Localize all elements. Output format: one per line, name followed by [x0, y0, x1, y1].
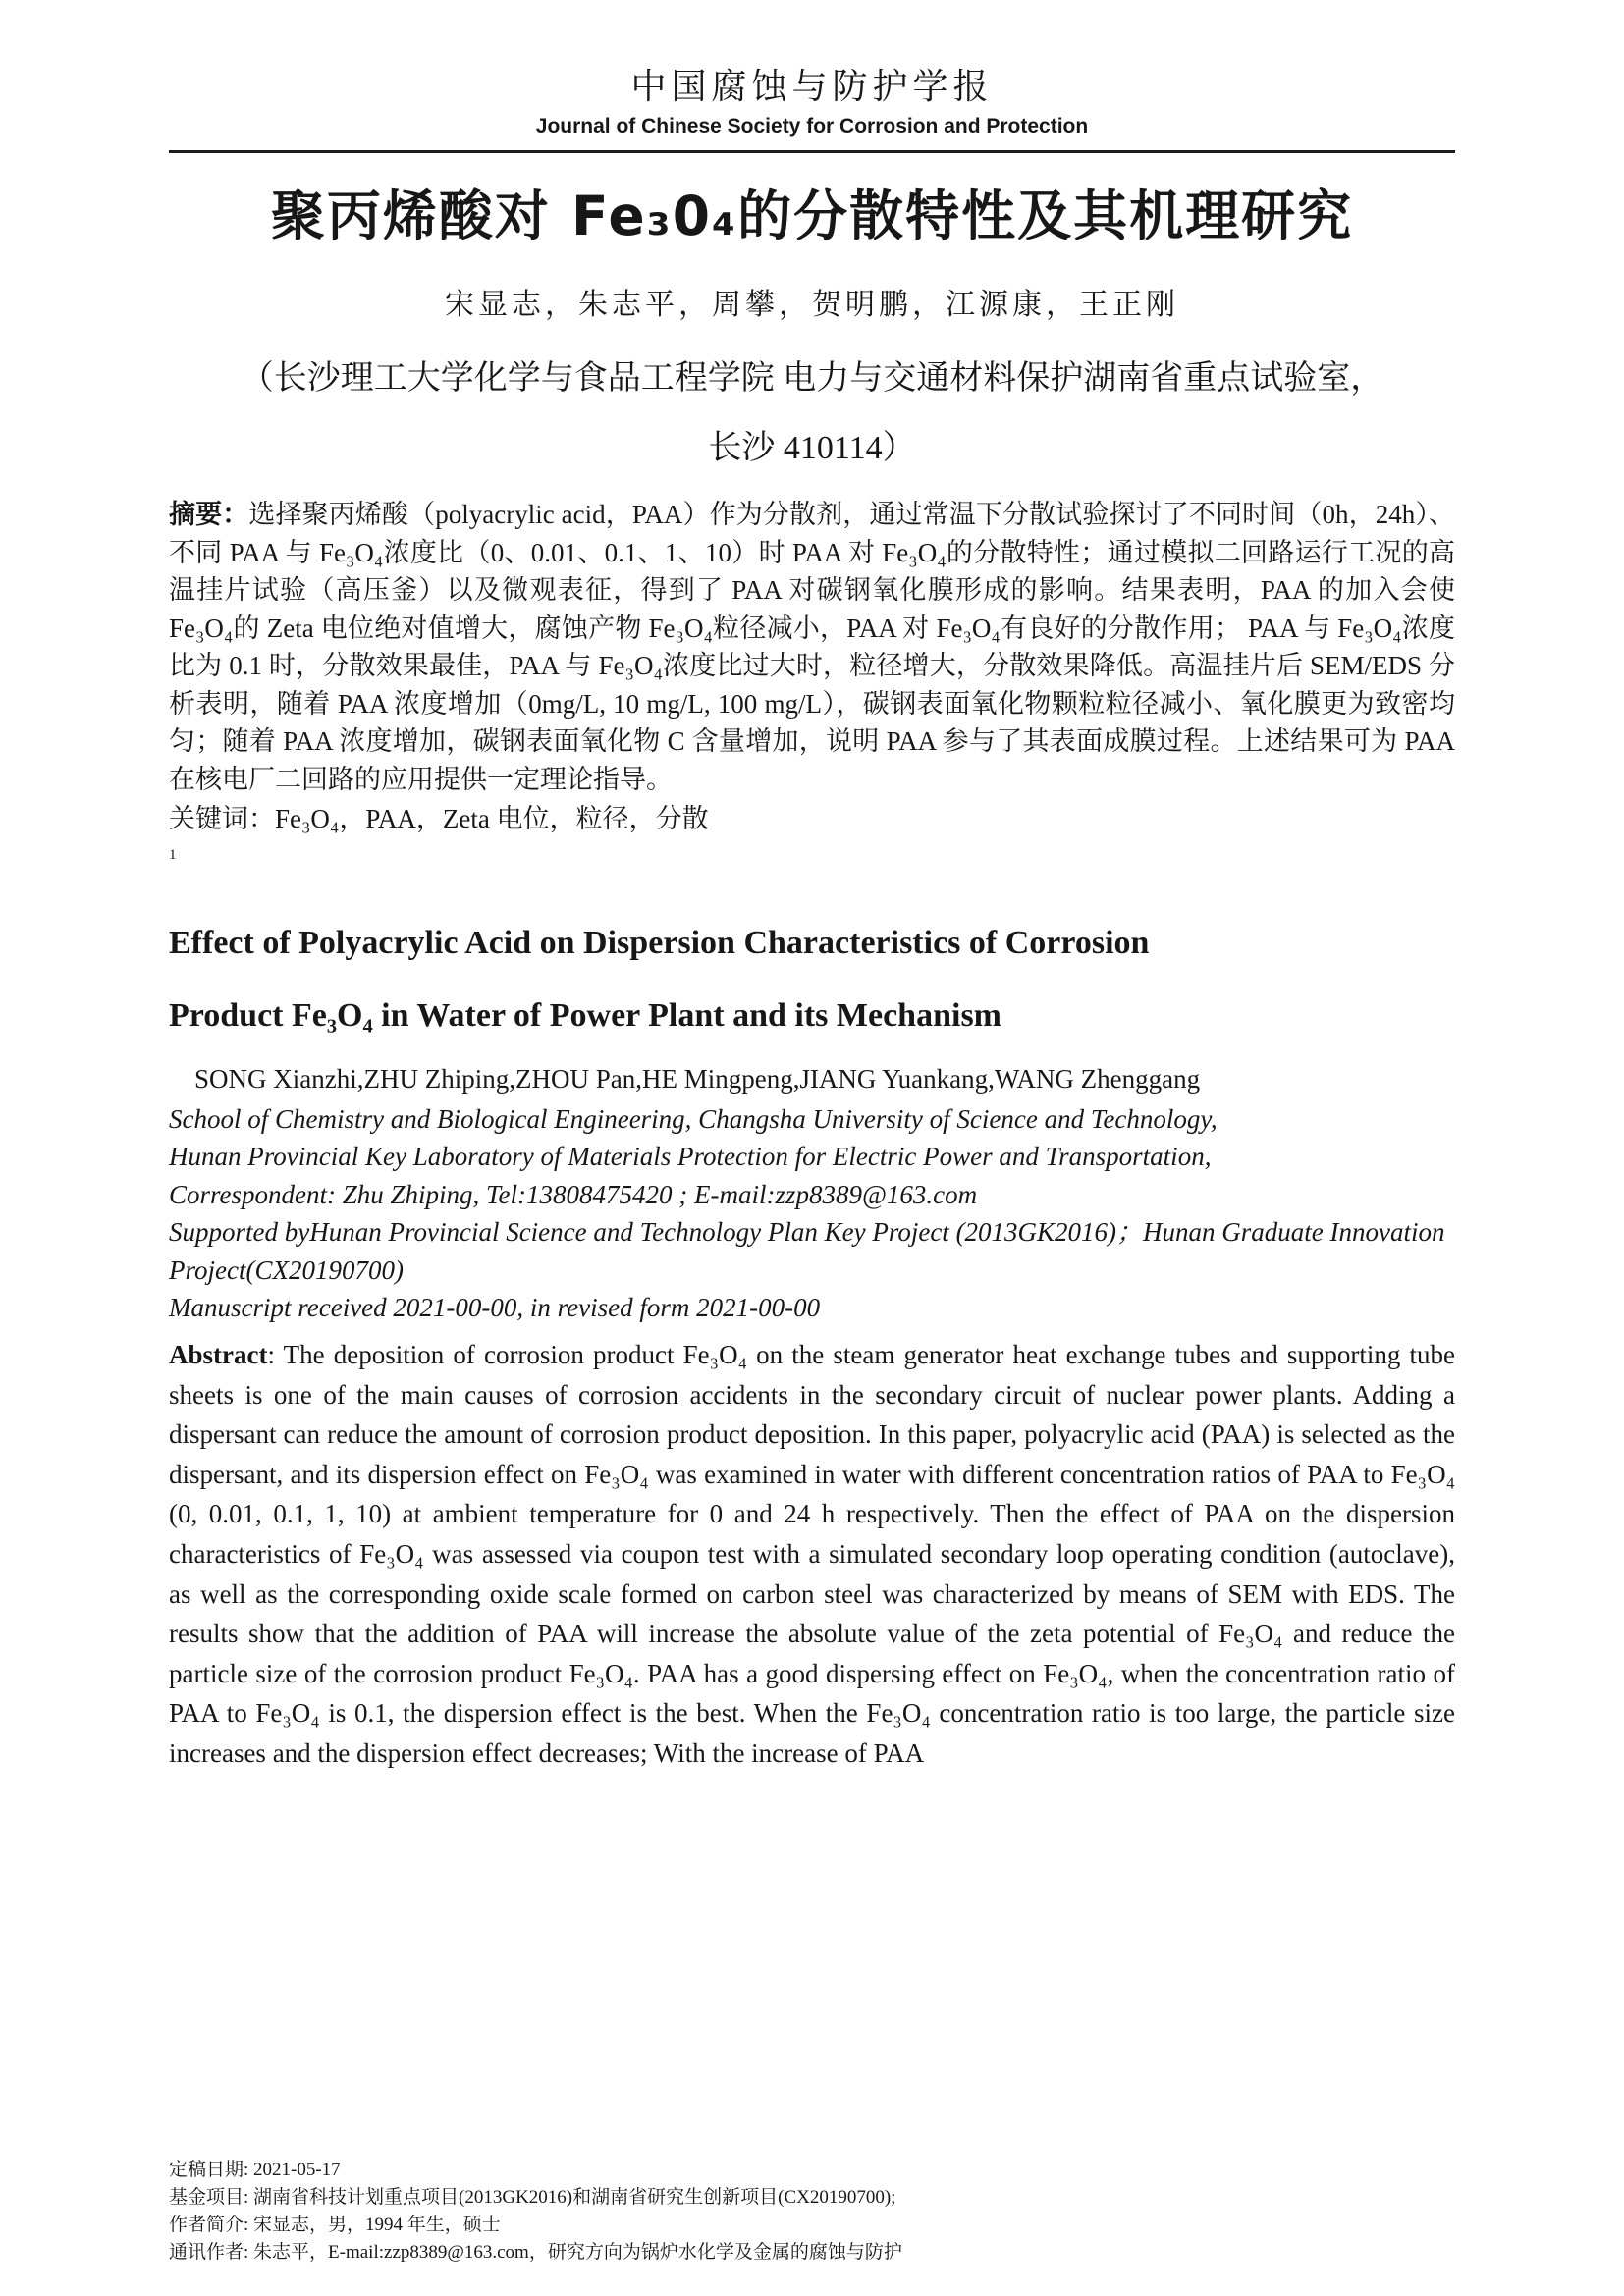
affiliation-en-line2: Hunan Provincial Key Laboratory of Materials Protection for Electric Power and Transportation,: [169, 1142, 1212, 1172]
journal-masthead: [169, 59, 1455, 138]
authors-en: SONG Xianzhi,ZHU Zhiping,ZHOU Pan,HE Mingpeng,JIANG Yuankang,WANG Zhenggang: [194, 1063, 1201, 1094]
correspondent-line: Correspondent: Zhu Zhiping, Tel:13808475420 ; E-mail:zzp8389@163.com: [169, 1179, 978, 1209]
article-title-en-line1: Effect of Polyacrylic Acid on Dispersion Characteristics of Corrosion: [169, 924, 1150, 961]
footer-fund-project: 基金项目: 湖南省科技计划重点项目(2013GK2016)和湖南省研究生创新项目(CX20190700);: [169, 2187, 896, 2208]
affiliation-en-line1: School of Chemistry and Biological Engineering, Changsha University of Science and Technology,: [169, 1103, 1218, 1134]
affiliation-cn-line1: （长沙理工大学化学与食品工程学院 电力与交通材料保护湖南省重点试验室，: [240, 360, 1384, 397]
affiliation-en-block: [169, 1100, 1455, 1328]
affiliation-cn-line2: 长沙 410114）: [708, 430, 916, 466]
article-title-cn: 聚丙烯酸对 Fe₃0₄的分散特性及其机理研究: [270, 185, 1354, 247]
keywords-cn-label: 关键词：: [169, 804, 275, 833]
keywords-cn: [169, 800, 1455, 838]
abstract-cn: [169, 496, 1455, 798]
abstract-cn-label: 摘要：: [169, 500, 249, 529]
abstract-en-label: Abstract: [169, 1340, 268, 1370]
manuscript-received-line: Manuscript received 2021-00-00, in revised form 2021-00-00: [169, 1293, 821, 1323]
footer-corresponding-author: 通讯作者: 朱志平，E-mail:zzp8389@163.com，研究方向为锅炉水化学及金属的腐蚀与防护: [169, 2242, 902, 2263]
abstract-cn-text: 选择聚丙烯酸（polyacrylic acid，PAA）作为分散剂，通过常温下分散试验探讨了不同时间（0h，24h）、不同 PAA 与 Fe₃O₄浓度比（0、0.01、0.1、1、10）时 PAA 对 Fe₃O₄的分散特性；通过模拟二回路运行工况的高温挂片试验（高压釜）以及微观表征，得到了 PAA 对碳钢氧化膜形成的影响。结果表明，PAA 的加入会使 Fe₃O₄的 Zeta 电位绝对值增大，腐蚀产物 Fe₃O₄粒径减小，PAA 对 Fe₃O₄有良好的分散作用； PAA 与 Fe₃O₄浓度比为 0.1 时，分散效果最佳，PAA 与 Fe₃O₄浓度比过大时，粒径增大，分散效果降低。高温挂片后 SEM/EDS 分析表明，随着 PAA 浓度增加（0mg/L, 10 mg/L, 100 mg/L），碳钢表面氧化物颗粒粒径减小、氧化膜更为致密均匀；随着 PAA 浓度增加，碳钢表面氧化物 C 含量增加，说明 PAA 参与了其表面成膜过程。上述结果可为 PAA 在核电厂二回路的应用提供一定理论指导。: [169, 500, 1456, 794]
footer-final-date: 定稿日期: 2021-05-17: [169, 2160, 341, 2180]
article-title-en-line2: Product Fe₃O₄ in Water of Power Plant and its Mechanism: [169, 996, 1001, 1034]
authors-cn: 宋显志，朱志平，周攀，贺明鹏，江源康，王正刚: [445, 289, 1179, 321]
abstract-en-text: : The deposition of corrosion product Fe₃O₄ on the steam generator heat exchange tubes and supporting tube sheets is one of the main causes of corrosion accidents in the secondary circuit of nuclear power plants. Adding a dispersant can reduce the amount of corrosion product deposition. In this paper, polyacrylic acid (PAA) is selected as the dispersant, and its dispersion effect on Fe₃O₄ was examined in water with different concentration ratios of PAA to Fe₃O₄ (0, 0.01, 0.1, 1, 10) at ambient temperature for 0 and 24 h respectively. Then the effect of PAA on the dispersion characteristics of Fe₃O₄ was assessed via coupon test with a simulated secondary loop operating condition (autoclave), as well as the corresponding oxide scale formed on carbon steel was characterized by means of SEM with EDS. The results show that the addition of PAA will increase the absolute value of the zeta potential of Fe₃O₄ and reduce the particle size of the corrosion product Fe₃O₄. PAA has a good dispersing effect on Fe₃O₄, when the concentration ratio of PAA to Fe₃O₄ is 0.1, the dispersion effect is the best. When the Fe₃O₄ concentration ratio is too large, the particle size increases and the dispersion effect decreases; With the increase of PAA: [169, 1340, 1455, 1768]
abstract-en: [169, 1335, 1455, 1774]
masthead-divider: [169, 150, 1455, 153]
footnote-marker: 1: [169, 846, 177, 863]
journal-title-cn: 中国腐蚀与防护学报: [630, 67, 994, 106]
journal-title-en: Journal of Chinese Society for Corrosion and Protection: [535, 115, 1089, 137]
footer-author-bio: 作者简介: 宋显志，男，1994 年生，硕士: [169, 2215, 501, 2235]
footnote-area: [169, 2157, 1455, 2267]
keywords-cn-text: Fe₃O₄，PAA，Zeta 电位，粒径，分散: [275, 804, 709, 833]
supported-by-line: Supported byHunan Provincial Science and Technology Plan Key Project (2013GK2016)；Hunan Graduate Innovation Project(CX20190700): [169, 1217, 1445, 1285]
